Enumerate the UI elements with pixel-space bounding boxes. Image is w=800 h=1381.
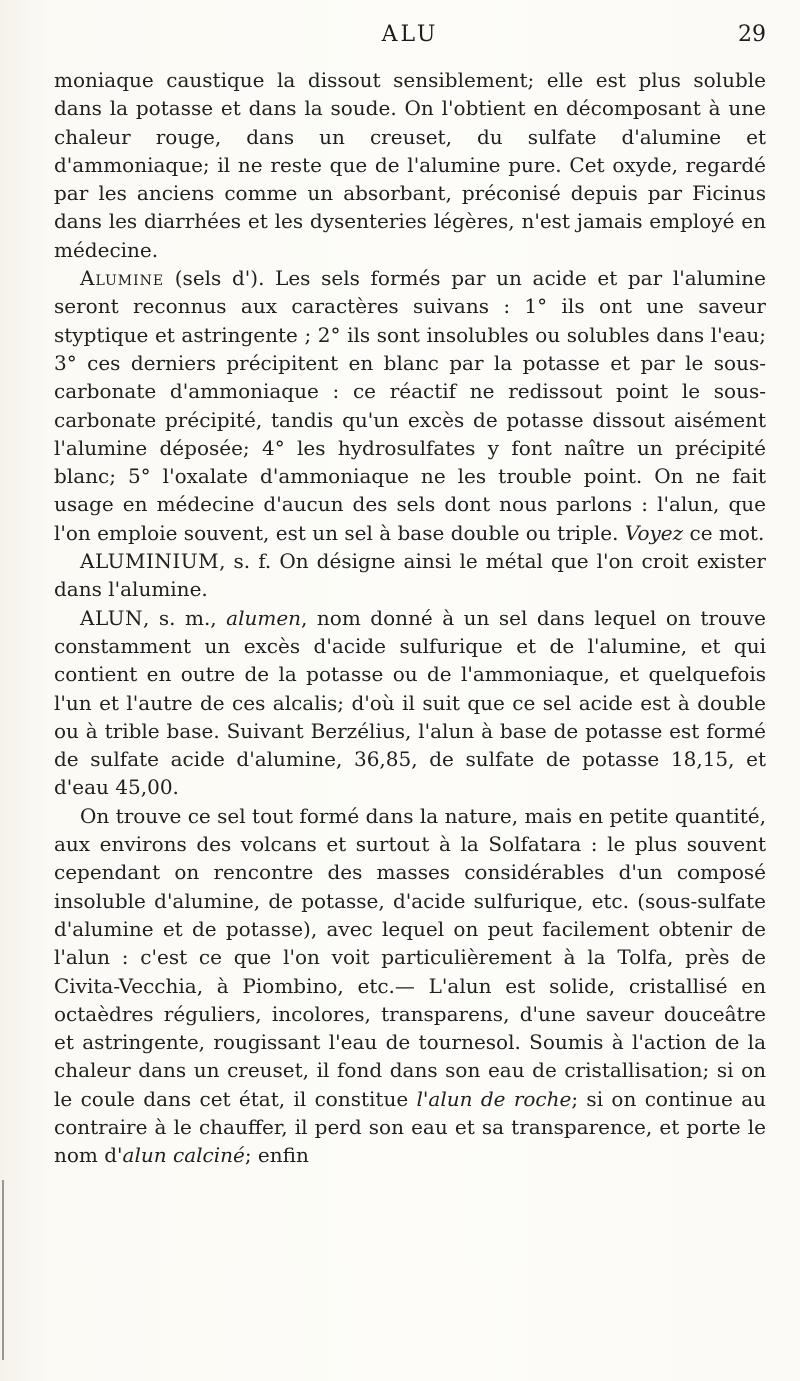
entry-headword: Alumine [80,266,165,291]
term-alun-calcine: alun calciné [122,1143,245,1168]
entry-headword: ALUN [80,605,143,630]
page-header [54,18,766,58]
paragraph-text-3: ; enfin [244,1143,309,1168]
entry-headword: ALUMINIUM [80,549,220,574]
paragraph-text: On trouve ce sel tout formé dans la nature, mais en petite quantité, aux environs des volcans et surtout à la Solfatara : le plus souvent cependant on rencontre des masses considérables d'un composé insoluble d'alumine, de potasse, d'acide sulfurique, etc. (sous-sulfate d'alumine et de potasse), avec lequel on peut facilement obtenir de l'alun : c'est ce que l'on voit particulièrement à la Tolfa, près de Civita-Vecchia, à Piombino, etc.— L'alun est solide, cristallisé en octaèdres réguliers, incolores, transparens, d'une saveur douceâtre et astringente, rougissant l'eau de tournesol. Soumis à l'action de la chaleur dans un creuset, il fond dans son eau de cristallisation; si on le coule dans cet état, il constitue [54,803,766,1111]
entry-text: , nom donné à un sel dans lequel on trouve constamment un excès d'acide sulfurique et de l'alumine, et qui contient en outre de la potasse ou de l'ammoniaque, et quelquefois l'un et l'autre de ces alcalis; d'où il suit que ce sel acide est à double ou à trible base. Suivant Berzélius, l'alun à base de potasse est formé de sulfate acide d'alumine, 36,85, de sulfate de potasse 18,15, et d'eau 45,00. [54,605,766,800]
cross-reference: Voyez [624,520,684,545]
paragraph-alumine-continued [54,66,766,264]
page-number: 29 [738,22,766,47]
entry-aluminium [54,547,766,604]
page-edge-mark [2,1180,4,1360]
entry-alun [54,604,766,802]
latin-term: alumen [226,605,302,630]
paragraph-text-2: ; si on continue au contraire à le chauffer, il perd son eau et sa transparence, et porte le nom d' [54,1086,766,1168]
entry-alumine-sels [54,264,766,547]
entry-text: , s. f. On désigne ainsi le métal que l'on croit exister dans l'alumine. [54,549,766,602]
entry-text-end: ce mot. [683,520,765,545]
paragraph-alun-nature [54,802,766,1170]
running-title: ALU [381,22,439,47]
paragraph-text: moniaque caustique la dissout sensiblement; elle est plus soluble dans la potasse et dans la soude. On l'obtient en décomposant à une chaleur rouge, dans un creuset, du sulfate d'alumine et d'ammoniaque; il ne reste que de l'alumine pure. Cet oxyde, regardé par les anciens comme un absorbant, préconisé depuis par Ficinus dans les diarrhées et les dysenteries légères, n'est jamais employé en médecine. [54,68,766,262]
entry-grammar: , s. m., [143,605,227,630]
term-alun-de-roche: l'alun de roche [416,1086,572,1111]
body-text [54,66,766,1170]
entry-text: (sels d'). Les sels formés par un acide et par l'alumine seront reconnus aux caractères suivans : 1° ils ont une saveur styptique et astringente ; 2° ils sont insolubles ou solubles dans l'eau; 3° ces derniers précipitent en blanc par la potasse et par le sous-carbonate d'ammoniaque : ce réactif ne redissout point le sous-carbonate précipité, tandis qu'un excès de potasse dissout aisément l'alumine déposée; 4° les hydrosulfates y font naître un précipité blanc; 5° l'oxalate d'ammoniaque ne les trouble point. On ne fait usage en médecine d'aucun des sels dont nous parlons : l'alun, que l'on emploie souvent, est un sel à base double ou triple. [54,266,766,545]
